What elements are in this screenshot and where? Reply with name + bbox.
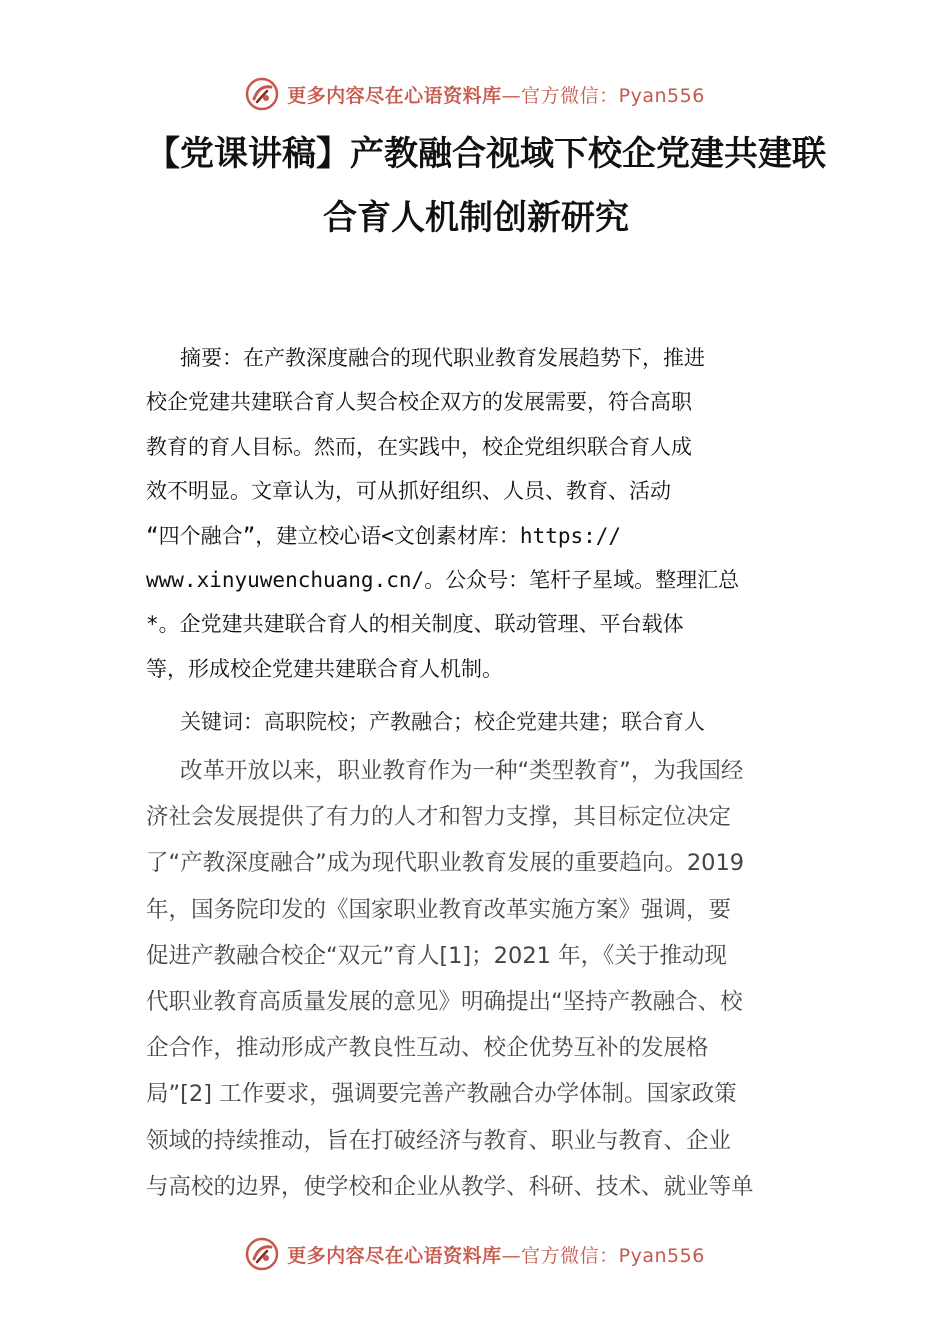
body-line: 局”[2] 工作要求，强调要完善产教融合办学体制。国家政策 — [146, 1081, 737, 1108]
body-line: 改革开放以来，职业教育作为一种“类型教育”，为我国经 — [180, 758, 744, 784]
xinyu-logo-icon — [245, 77, 279, 111]
body-line: 年，国务院印发的《国家职业教育改革实施方案》强调，要 — [146, 896, 732, 923]
footer-banner — [0, 1232, 950, 1276]
body-line: 企合作，推动形成产教良性互动、校企优势互补的发展格 — [146, 1035, 709, 1062]
title-line-2: 合育人机制创新研究 — [323, 198, 629, 238]
keywords: 关键词：高职院校；产教融合；校企党建共建；联合育人 — [180, 710, 705, 734]
abstract-paragraph — [146, 336, 816, 691]
body-line: 了“产教深度融合”成为现代职业教育发展的重要趋向。2019 — [146, 850, 745, 877]
xinyu-logo-icon — [245, 1237, 279, 1271]
abstract-line: 摘要：在产教深度融合的现代职业教育发展趋势下，推进 — [180, 346, 705, 370]
banner-tail: —官方微信：Pyan556 — [501, 84, 705, 107]
body-line: 代职业教育高质量发展的意见》明确提出“坚持产教融合、校 — [146, 989, 743, 1016]
title-line-1: 【党课讲稿】产教融合视域下校企党建共建联 — [146, 134, 826, 174]
body-paragraph — [146, 748, 816, 1210]
banner-text — [287, 81, 705, 108]
banner-tail: —官方微信：Pyan556 — [501, 1244, 705, 1267]
abstract-line: 校企党建共建联合育人契合校企双方的发展需要，符合高职 — [146, 390, 692, 415]
banner-brand: 更多内容尽在心语资料库 — [287, 1244, 502, 1267]
abstract-line: 等，形成校企党建共建联合育人机制。 — [146, 656, 503, 681]
abstract-line: 效不明显。文章认为，可从抓好组织、人员、教育、活动 — [146, 479, 671, 504]
abstract-line: *。企党建共建联合育人的相关制度、联动管理、平台载体 — [146, 612, 684, 637]
body-line: 促进产教融合校企“双元”育人[1]；2021 年，《关于推动现 — [146, 942, 727, 969]
banner-brand: 更多内容尽在心语资料库 — [287, 84, 502, 107]
banner-text — [287, 1241, 705, 1268]
header-banner — [0, 72, 950, 116]
body-line: 济社会发展提供了有力的人才和智力支撑，其目标定位决定 — [146, 804, 732, 831]
abstract-line: www.xinyuwenchuang.cn/。公众号：笔杆子星域。整理汇总 — [146, 568, 740, 593]
abstract-line: “四个融合”，建立校心语<文创素材库：https:// — [146, 523, 622, 548]
page-title — [146, 122, 826, 250]
body-line: 与高校的边界，使学校和企业从教学、科研、技术、就业等单 — [146, 1173, 754, 1200]
body-line: 领域的持续推动，旨在打破经济与教育、职业与教育、企业 — [146, 1127, 732, 1154]
abstract-line: 教育的育人目标。然而，在实践中，校企党组织联合育人成 — [146, 434, 692, 459]
